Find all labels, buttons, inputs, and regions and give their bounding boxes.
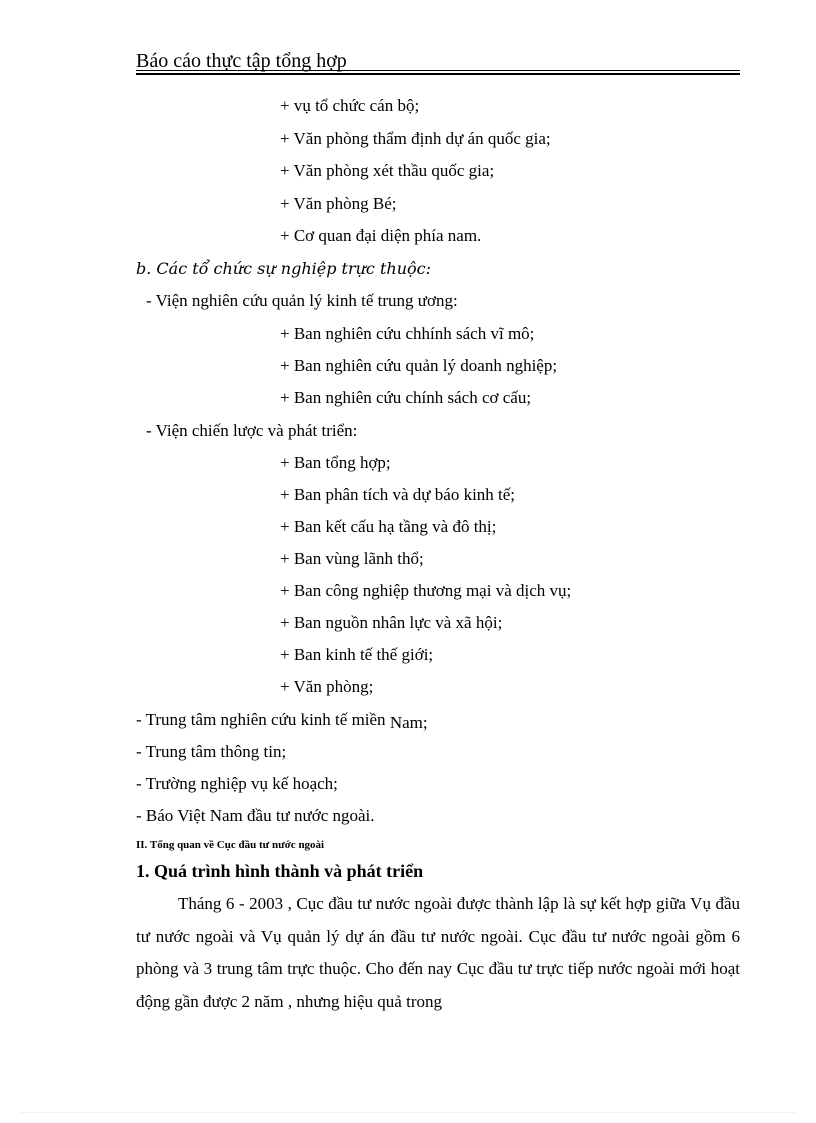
list-item: + Ban nguồn nhân lực và xã hội; — [280, 613, 503, 632]
list-item: + Văn phòng; — [280, 677, 374, 696]
institute-heading: - Viện nghiên cứu quản lý kinh tế trung ương: — [146, 291, 458, 310]
institute-heading: - Viện chiến lược và phát triển: — [146, 421, 358, 440]
paragraph-text: Tháng 6 - 2003 , Cục đầu tư nước ngoài được thành lập là sự kết hợp giữa Vụ đầu tư nước ngoài và Vụ quản lý dự án đầu tư nước ngoài. Cục đầu tư nước ngoài gồm 6 phòng và 3 trung tâm trực thuộc. Cho đến nay Cục đầu tư trực tiếp nước ngoài mới hoạt động gần được 2 năm , nhưng hiệu quả trong — [136, 894, 740, 1011]
page-header-title: Báo cáo thực tập tổng hợp — [136, 50, 347, 72]
list-item: + Cơ quan đại diện phía nam. — [280, 226, 482, 245]
section-b-heading: b. Các tổ chức sự nghiệp trực thuộc: — [136, 259, 431, 278]
list-item: + Ban công nghiệp thương mại và dịch vụ; — [280, 581, 572, 600]
list-item: + Ban nghiên cứu quản lý doanh nghiệp; — [280, 356, 558, 375]
header-rule — [136, 70, 740, 71]
section-1-heading: 1. Quá trình hình thành và phát triển — [136, 861, 424, 881]
list-item: + Ban tổng hợp; — [280, 453, 391, 472]
list-item: + Ban vùng lãnh thổ; — [280, 549, 424, 568]
center-south-label: - Trung tâm nghiên cứu kinh tế miền — [136, 710, 386, 729]
page-bottom-edge — [20, 1112, 796, 1113]
list-item: + Ban kinh tế thế giới; — [280, 645, 434, 664]
list-item: - Trung tâm thông tin; — [136, 742, 287, 761]
list-item: + Ban kết cấu hạ tầng và đô thị; — [280, 517, 497, 536]
center-south-suffix: Nam; — [389, 713, 428, 732]
list-item: + Ban phân tích và dự báo kinh tế; — [280, 485, 516, 504]
section-ii-heading: II. Tổng quan về Cục đầu tư nước ngoài — [136, 839, 325, 851]
list-item: + Ban nghiên cứu chính sách cơ cấu; — [280, 388, 532, 407]
list-item: - Trường nghiệp vụ kế hoạch; — [136, 774, 338, 793]
list-item: + Văn phòng Bé; — [280, 194, 397, 213]
list-item: + Văn phòng xét thầu quốc gia; — [280, 161, 495, 180]
list-item: + vụ tổ chức cán bộ; — [280, 96, 420, 115]
list-item: + Văn phòng thẩm định dự án quốc gia; — [280, 129, 551, 148]
list-item: + Ban nghiên cứu chhính sách vĩ mô; — [280, 324, 535, 343]
header-rule-thick — [136, 73, 740, 75]
body-paragraph — [136, 888, 740, 1018]
list-item-center-south — [136, 710, 428, 730]
list-item: - Báo Việt Nam đầu tư nước ngoài. — [136, 806, 375, 825]
